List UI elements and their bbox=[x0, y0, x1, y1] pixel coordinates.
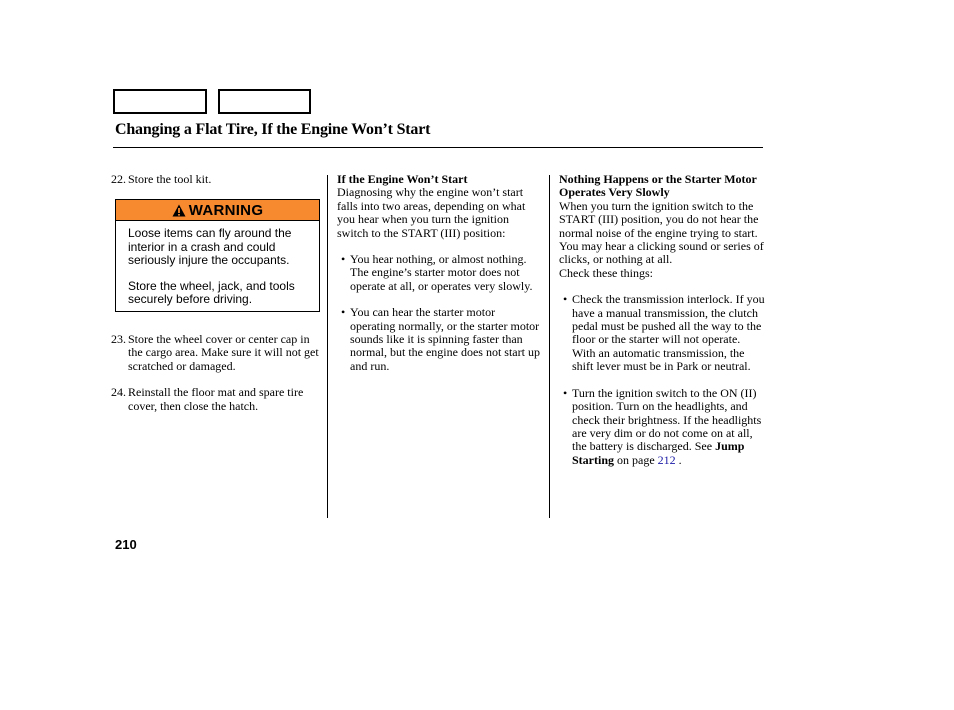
step-23 bbox=[111, 333, 321, 373]
bullet-icon: • bbox=[563, 385, 568, 400]
step-24 bbox=[111, 386, 321, 413]
bullet-icon: • bbox=[341, 305, 346, 320]
check-label: Check these things: bbox=[559, 265, 653, 280]
column-1-lower bbox=[111, 333, 321, 413]
bullet-icon: • bbox=[341, 252, 346, 267]
jump-starting-reference: Jump Starting bbox=[572, 439, 745, 467]
list-item-text: You can hear the starter motor operating normally, or the starter motor sounds like it is spinning faster than normal, but the engine does not start up and run. bbox=[350, 305, 540, 373]
page-number: 210 bbox=[115, 537, 137, 552]
step-number: 24. bbox=[111, 385, 126, 400]
section-intro: When you turn the ignition switch to the START (III) position, you do not hear the normal noise of the engine trying to start. You may hear a clicking sound or series of clicks, or nothing at all. bbox=[559, 198, 764, 267]
nav-next-button[interactable] bbox=[218, 89, 311, 114]
warning-label: WARNING bbox=[188, 201, 264, 219]
warning-box bbox=[115, 199, 320, 312]
list-item bbox=[337, 306, 541, 373]
list-item bbox=[559, 387, 765, 467]
page-ref-end: . bbox=[675, 452, 682, 467]
step-number: 23. bbox=[111, 332, 126, 346]
step-text: Reinstall the floor mat and spare tire cover, then close the hatch. bbox=[128, 385, 304, 413]
section-intro: Diagnosing why the engine won’t start falls into two areas, depending on what you hear when you turn the ignition switch to the START (III) position: bbox=[337, 185, 526, 240]
bullet-icon: • bbox=[563, 292, 568, 307]
section-heading-engine-wont-start: If the Engine Won’t Start bbox=[337, 172, 468, 186]
column-divider-2 bbox=[549, 175, 550, 518]
warning-paragraph-1: Loose items can fly around the interior in a crash and could seriously injure the occupants. bbox=[128, 226, 292, 268]
list-item-text bbox=[572, 387, 765, 467]
step-text: Store the tool kit. bbox=[128, 172, 212, 186]
column-2 bbox=[337, 173, 541, 373]
list-item-text-part: Turn the ignition switch to the ON (II) position. Turn on the headlights, and check their brightness. If the headlights are very dim or do not come on at all, the battery is discharged. See bbox=[572, 385, 762, 454]
warning-body bbox=[116, 221, 319, 307]
page-title: Changing a Flat Tire, If the Engine Won’t Start bbox=[115, 121, 431, 138]
section-heading-nothing-happens: Nothing Happens or the Starter Motor Operates Very Slowly bbox=[559, 172, 757, 200]
warning-paragraph-2: Store the wheel, jack, and tools securely before driving. bbox=[128, 278, 295, 307]
list-item-text: You hear nothing, or almost nothing. The engine’s starter motor does not operate at all, or operates very slowly. bbox=[350, 252, 533, 293]
page-ref-prefix: on page bbox=[614, 452, 658, 467]
step-number: 22. bbox=[111, 172, 126, 186]
warning-header bbox=[116, 200, 319, 221]
nav-prev-button[interactable] bbox=[113, 89, 207, 114]
step-text: Store the wheel cover or center cap in the cargo area. Make sure it will not get scratched or damaged. bbox=[128, 332, 319, 373]
warning-triangle-icon bbox=[172, 204, 186, 217]
list-item bbox=[337, 253, 541, 293]
column-divider-1 bbox=[327, 175, 328, 518]
list-item bbox=[559, 293, 765, 373]
column-1 bbox=[111, 173, 321, 186]
page-link-212[interactable]: 212 bbox=[657, 452, 676, 467]
column-3 bbox=[559, 173, 765, 467]
list-item-text: Check the transmission interlock. If you have a manual transmission, the clutch pedal must be pushed all the way to the floor or the starter will not operate. With an automatic transmission, the shift lever must be in Park or neutral. bbox=[572, 292, 765, 374]
title-divider bbox=[113, 147, 763, 148]
step-22 bbox=[111, 173, 321, 186]
